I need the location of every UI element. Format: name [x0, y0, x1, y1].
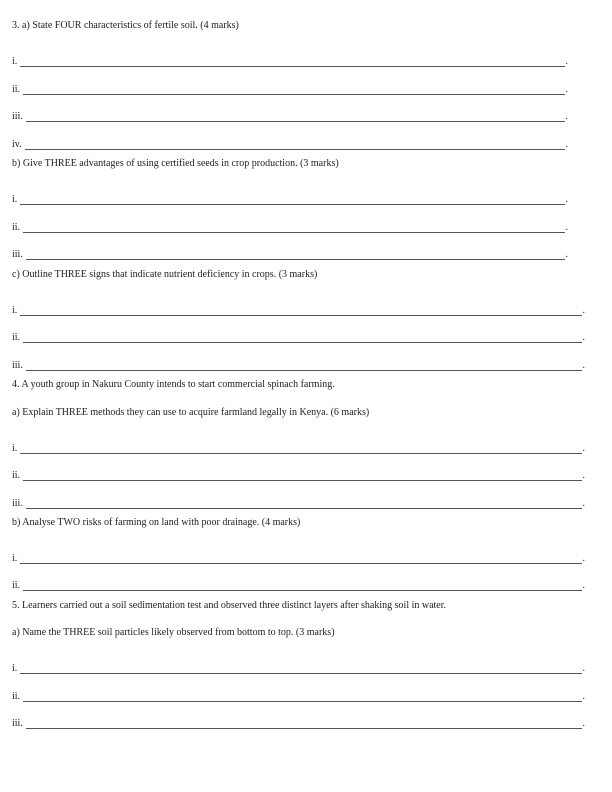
answer-blank[interactable]	[23, 332, 581, 343]
answer-label: iii.	[12, 718, 23, 730]
answer-label: iii.	[12, 111, 23, 123]
answer-line-row	[12, 536, 585, 564]
end-period: .	[582, 663, 585, 675]
answer-blank[interactable]	[20, 553, 581, 564]
answer-label: i.	[12, 304, 18, 316]
answer-blank[interactable]	[26, 498, 582, 509]
answer-line-row	[12, 481, 585, 509]
answer-label: i.	[12, 552, 18, 564]
answer-line-row	[12, 178, 568, 206]
answer-label: iii.	[12, 249, 23, 261]
question-prompt: c) Outline THREE signs that indicate nutrient deficiency in crops. (3 marks)	[12, 268, 318, 280]
answer-line-row	[12, 564, 585, 592]
exam-document	[12, 12, 585, 729]
answer-line-row	[12, 122, 568, 150]
end-period: .	[582, 304, 585, 316]
answer-line-row	[12, 454, 585, 482]
answer-blank[interactable]	[20, 56, 564, 67]
question-prompt: 3. a) State FOUR characteristics of fertile soil. (4 marks)	[12, 20, 239, 32]
answer-line-row	[12, 702, 585, 730]
end-period: .	[565, 221, 568, 233]
answer-label: ii.	[12, 221, 21, 233]
end-period: .	[565, 249, 568, 261]
answer-label: ii.	[12, 580, 21, 592]
answer-line-row	[12, 40, 568, 68]
end-period: .	[582, 718, 585, 730]
answer-blank[interactable]	[23, 470, 581, 481]
answer-line-row	[12, 647, 585, 675]
answer-label: i.	[12, 56, 18, 68]
answer-label: iii.	[12, 359, 23, 371]
answer-blank[interactable]	[20, 663, 581, 674]
answer-label: ii.	[12, 83, 21, 95]
answer-line-row	[12, 67, 568, 95]
question-prompt: a) Name the THREE soil particles likely observed from bottom to top. (3 marks)	[12, 627, 335, 639]
answer-label: i.	[12, 194, 18, 206]
answer-blank[interactable]	[20, 305, 581, 316]
end-period: .	[582, 332, 585, 344]
answer-line-row	[12, 205, 568, 233]
answer-line-row	[12, 343, 585, 371]
question-prompt: 5. Learners carried out a soil sedimentation test and observed three distinct layers after shaking soil in water.	[12, 599, 447, 611]
end-period: .	[565, 83, 568, 95]
answer-blank[interactable]	[23, 691, 581, 702]
answer-blank[interactable]	[20, 194, 564, 205]
answer-line-row	[12, 288, 585, 316]
end-period: .	[565, 138, 568, 150]
end-period: .	[582, 359, 585, 371]
question-prompt: b) Give THREE advantages of using certified seeds in crop production. (3 marks)	[12, 158, 339, 170]
answer-label: ii.	[12, 690, 21, 702]
end-period: .	[582, 580, 585, 592]
answer-label: iii.	[12, 497, 23, 509]
answer-label: ii.	[12, 332, 21, 344]
answer-label: ii.	[12, 470, 21, 482]
answer-line-row	[12, 233, 568, 261]
end-period: .	[582, 690, 585, 702]
end-period: .	[565, 111, 568, 123]
answer-blank[interactable]	[23, 222, 564, 233]
answer-blank[interactable]	[23, 84, 564, 95]
answer-blank[interactable]	[20, 443, 581, 454]
question-prompt: b) Analyse TWO risks of farming on land with poor drainage. (4 marks)	[12, 516, 301, 528]
end-period: .	[582, 552, 585, 564]
answer-blank[interactable]	[26, 111, 565, 122]
answer-label: i.	[12, 442, 18, 454]
answer-line-row	[12, 95, 568, 123]
end-period: .	[582, 442, 585, 454]
end-period: .	[582, 497, 585, 509]
answer-line-row	[12, 674, 585, 702]
end-period: .	[565, 56, 568, 68]
answer-label: iv.	[12, 138, 22, 150]
end-period: .	[565, 194, 568, 206]
answer-blank[interactable]	[26, 360, 582, 371]
answer-line-row	[12, 316, 585, 344]
question-prompt: 4. A youth group in Nakuru County intends to start commercial spinach farming.	[12, 379, 335, 391]
answer-blank[interactable]	[26, 718, 582, 729]
answer-blank[interactable]	[25, 139, 565, 150]
end-period: .	[582, 470, 585, 482]
answer-label: i.	[12, 663, 18, 675]
answer-blank[interactable]	[26, 249, 565, 260]
answer-blank[interactable]	[23, 580, 581, 591]
answer-line-row	[12, 426, 585, 454]
question-prompt: a) Explain THREE methods they can use to acquire farmland legally in Kenya. (6 marks)	[12, 406, 370, 418]
